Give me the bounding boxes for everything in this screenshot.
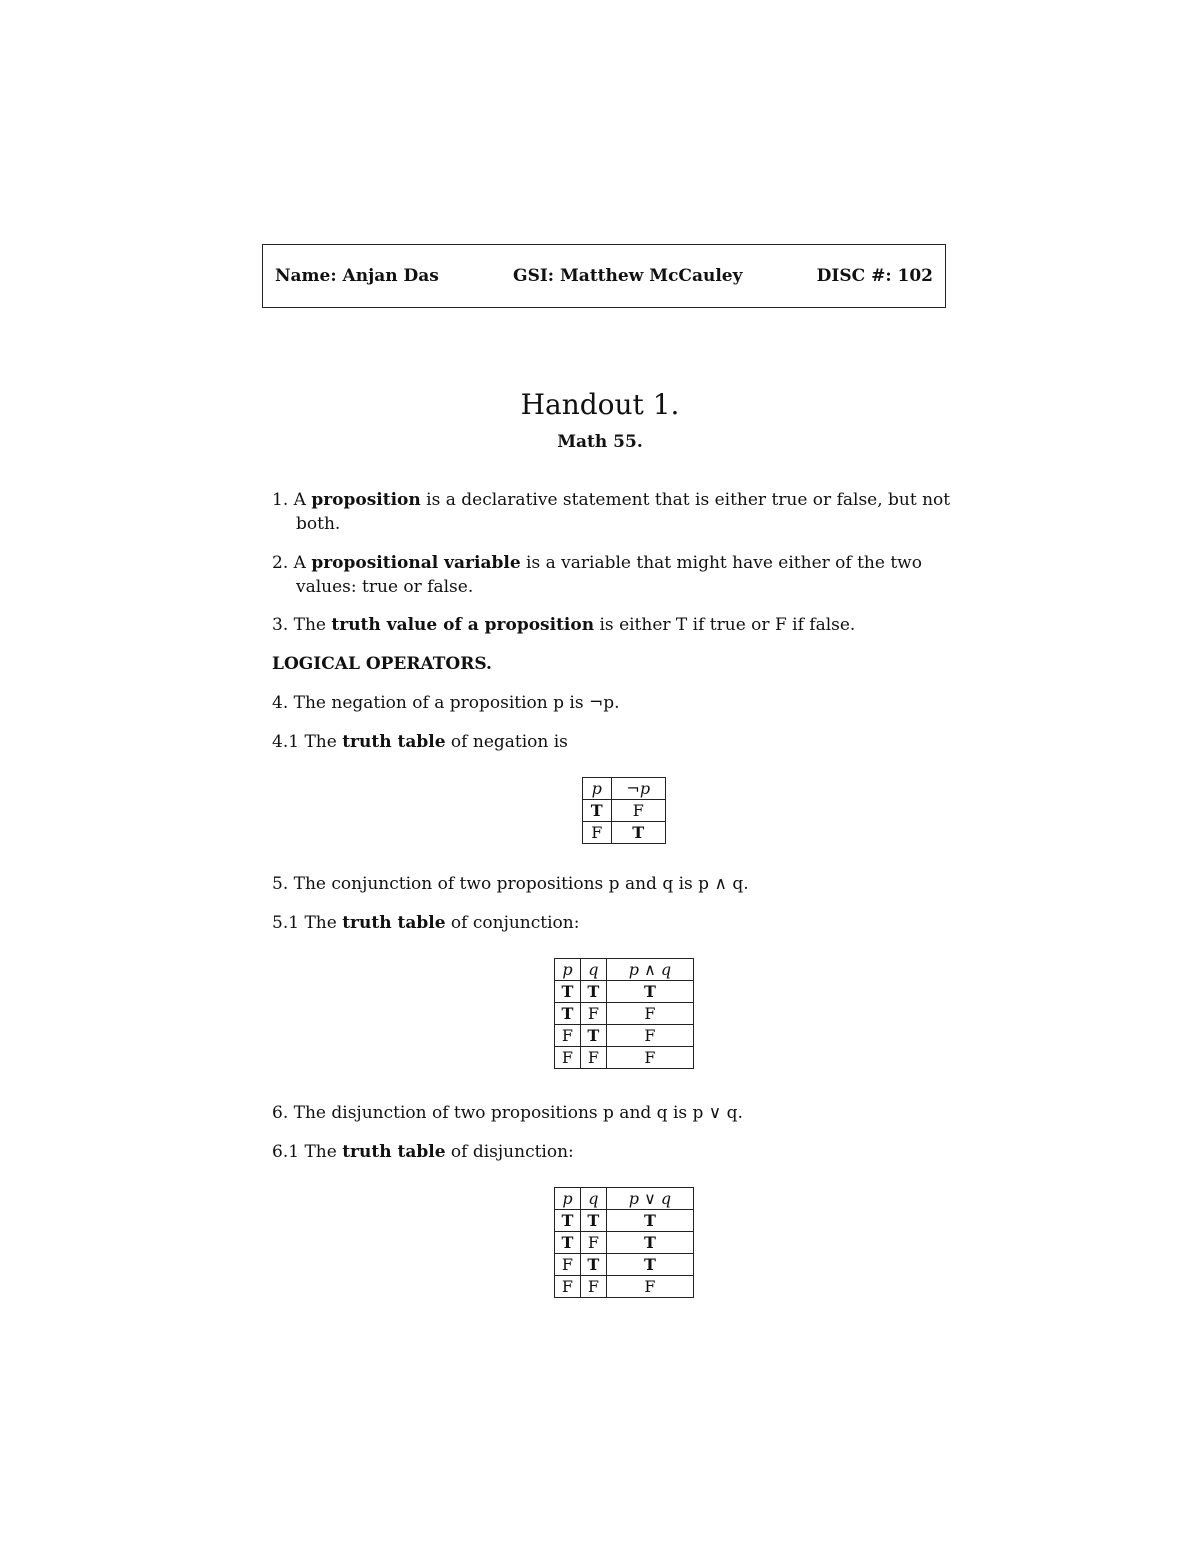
header-cell: p bbox=[555, 959, 581, 981]
table-cell: F bbox=[606, 1276, 693, 1298]
negation-table-intro: 4.1 The truth table of negation is bbox=[272, 732, 568, 752]
conjunction-table-intro: 5.1 The truth table of conjunction: bbox=[272, 913, 580, 933]
table-cell: F bbox=[580, 1003, 606, 1025]
header-cell: p ∨ q bbox=[606, 1188, 693, 1210]
header-cell: p bbox=[555, 1188, 581, 1210]
header-cell: p bbox=[583, 778, 612, 800]
table-cell: T bbox=[555, 981, 581, 1003]
table-cell: T bbox=[580, 1254, 606, 1276]
table-row bbox=[555, 1025, 694, 1047]
table-cell: F bbox=[606, 1003, 693, 1025]
definition-3: 3. The truth value of a proposition is either T if true or F if false. bbox=[272, 615, 856, 635]
table-cell: T bbox=[583, 800, 612, 822]
section-heading: LOGICAL OPERATORS. bbox=[272, 654, 492, 674]
negation-line: 4. The negation of a proposition p is ¬p. bbox=[272, 693, 620, 713]
table-cell: T bbox=[606, 981, 693, 1003]
page-subtitle: Math 55. bbox=[557, 432, 643, 452]
table-cell: F bbox=[555, 1047, 581, 1069]
header-cell: q bbox=[580, 959, 606, 981]
negation-truth-table bbox=[582, 777, 666, 844]
table-cell: T bbox=[555, 1210, 581, 1232]
table-row bbox=[555, 981, 694, 1003]
header-row bbox=[555, 959, 694, 981]
header-row bbox=[555, 1188, 694, 1210]
header-cell: ¬p bbox=[611, 778, 665, 800]
student-name: Name: Anjan Das bbox=[275, 266, 439, 286]
table-cell: F bbox=[555, 1254, 581, 1276]
table-cell: F bbox=[606, 1025, 693, 1047]
definition-1: 1. A proposition is a declarative statement that is either true or false, but not both. bbox=[272, 490, 951, 534]
header-cell: q bbox=[580, 1188, 606, 1210]
definition-2: 2. A propositional variable is a variable that might have either of the two values: true or false. bbox=[272, 553, 922, 597]
table-row bbox=[555, 1254, 694, 1276]
disjunction-table-intro: 6.1 The truth table of disjunction: bbox=[272, 1142, 574, 1162]
table-cell: T bbox=[606, 1210, 693, 1232]
conjunction-truth-table bbox=[554, 958, 694, 1069]
table-cell: T bbox=[606, 1254, 693, 1276]
disjunction-truth-table bbox=[554, 1187, 694, 1298]
table-row bbox=[555, 1276, 694, 1298]
page-title: Handout 1. bbox=[520, 388, 680, 421]
table-row bbox=[555, 1003, 694, 1025]
header-cell: p ∧ q bbox=[606, 959, 693, 981]
table-row bbox=[583, 822, 666, 844]
table-cell: T bbox=[606, 1232, 693, 1254]
table-cell: F bbox=[580, 1276, 606, 1298]
table-cell: T bbox=[555, 1232, 581, 1254]
table-cell: F bbox=[580, 1047, 606, 1069]
table-cell: F bbox=[555, 1025, 581, 1047]
table-cell: T bbox=[580, 1025, 606, 1047]
table-cell: T bbox=[580, 981, 606, 1003]
table-row bbox=[555, 1232, 694, 1254]
conjunction-line: 5. The conjunction of two propositions p and q is p ∧ q. bbox=[272, 874, 749, 894]
table-cell: F bbox=[555, 1276, 581, 1298]
gsi-name: GSI: Matthew McCauley bbox=[513, 266, 743, 286]
table-row bbox=[555, 1210, 694, 1232]
disjunction-line: 6. The disjunction of two propositions p and q is p ∨ q. bbox=[272, 1103, 743, 1123]
table-cell: F bbox=[611, 800, 665, 822]
disc-number: DISC #: 102 bbox=[816, 266, 933, 286]
table-cell: F bbox=[583, 822, 612, 844]
table-row bbox=[583, 800, 666, 822]
header-box bbox=[262, 244, 946, 308]
table-cell: T bbox=[555, 1003, 581, 1025]
table-row bbox=[555, 1047, 694, 1069]
header-row bbox=[583, 778, 666, 800]
table-cell: F bbox=[580, 1232, 606, 1254]
table-cell: F bbox=[606, 1047, 693, 1069]
table-cell: T bbox=[580, 1210, 606, 1232]
table-cell: T bbox=[611, 822, 665, 844]
